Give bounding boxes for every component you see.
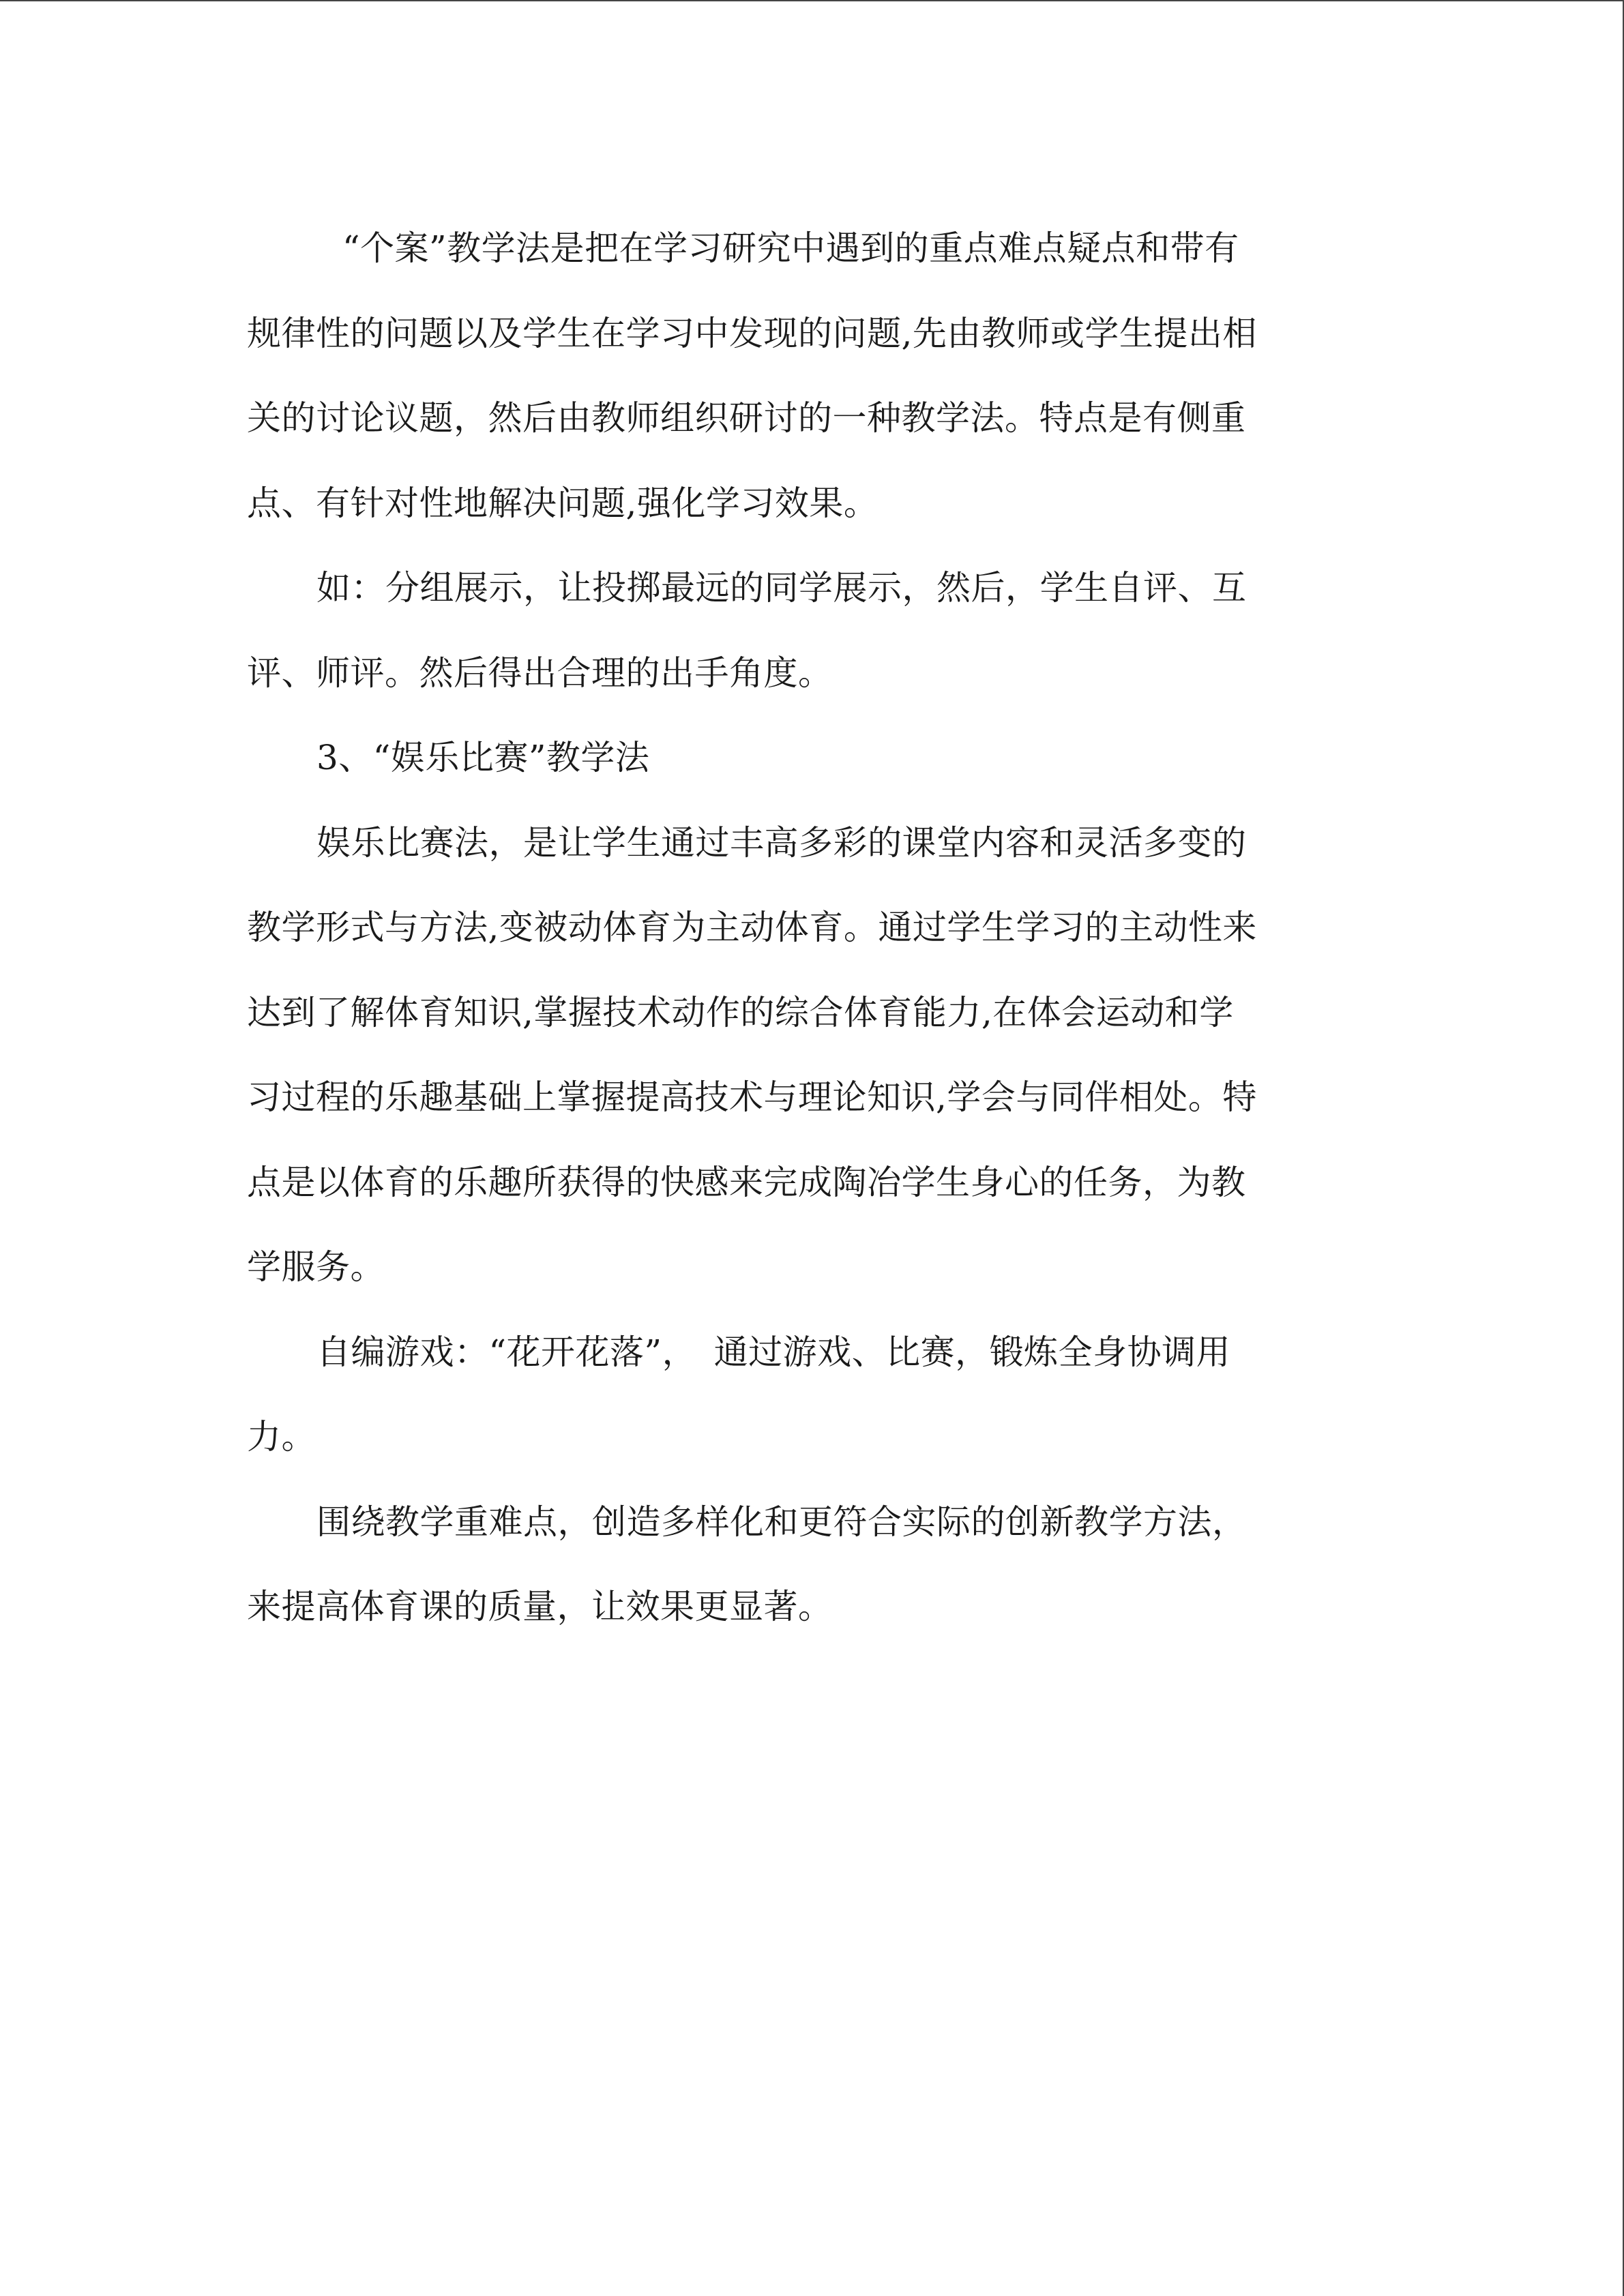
paragraph-entertainment-line-2: 教学形式与方法,变被动体育为主动体育。通过学生学习的主动性来 (247, 908, 1257, 947)
paragraph-entertainment-line-3: 达到了解体育知识,掌握技术动作的综合体育能力,在体会运动和学 (247, 992, 1234, 1032)
paragraph-entertainment-line-5: 点是以体育的乐趣所获得的快感来完成陶冶学生身心的任务，为教 (247, 1162, 1246, 1202)
paragraph-entertainment-line-4: 习过程的乐趣基础上掌握提高技术与理论知识,学会与同伴相处。特 (247, 1077, 1257, 1117)
paragraph-conclusion-line-1: 围绕教学重难点，创造多样化和更符合实际的创新教学方法， (316, 1502, 1247, 1542)
paragraph-example-line-2: 评、师评。然后得出合理的出手角度。 (247, 653, 833, 693)
paragraph-case-method-line-2: 规律性的问题以及学生在学习中发现的问题,先由教师或学生提出相 (247, 313, 1257, 353)
paragraph-case-method-line-1: “个案”教学法是把在学习研究中遇到的重点难点疑点和带有 (342, 228, 1239, 268)
paragraph-case-method-line-4: 点、有针对性地解决问题,强化学习效果。 (247, 483, 879, 523)
paragraph-case-method-line-3: 关的讨论议题，然后由教师组织研讨的一种教学法。特点是有侧重 (247, 398, 1246, 438)
paragraph-game-line-2: 力。 (247, 1417, 316, 1457)
paragraph-entertainment-line-6: 学服务。 (247, 1247, 385, 1287)
paragraph-game-line-1: 自编游戏：“花开花落”， 通过游戏、比赛，锻炼全身协调用 (316, 1332, 1231, 1372)
paragraph-example-line-1: 如：分组展示，让投掷最远的同学展示，然后，学生自评、互 (316, 568, 1247, 608)
document-body (247, 206, 1379, 1650)
paragraph-entertainment-line-1: 娱乐比赛法，是让学生通过丰高多彩的课堂内容和灵活多变的 (316, 822, 1247, 863)
paragraph-conclusion-line-2: 来提高体育课的质量，让效果更显著。 (247, 1587, 833, 1626)
section-heading-entertainment-method: 3、“娱乐比赛”教学法 (316, 738, 650, 777)
